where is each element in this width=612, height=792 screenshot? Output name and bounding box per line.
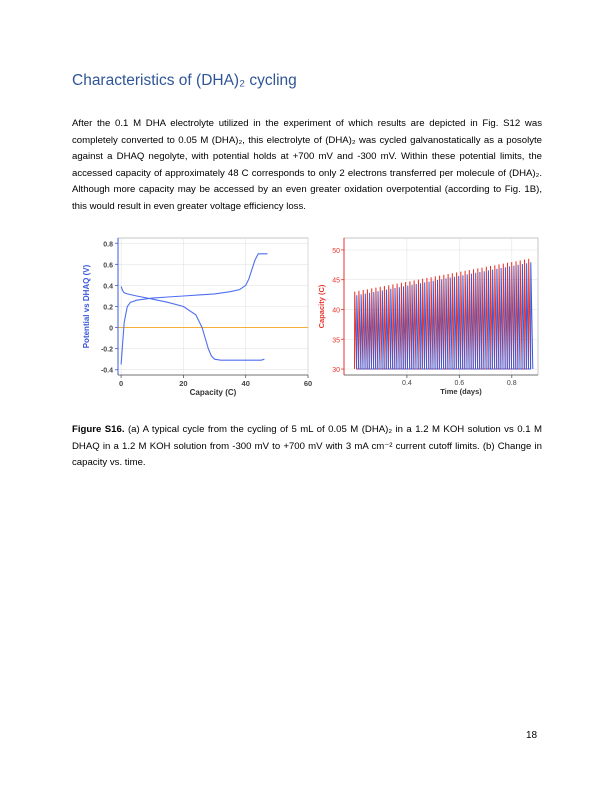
x-tick-label-b: 0.4 [402,380,412,387]
page-number: 18 [526,730,538,741]
y-tick-label-b: 50 [332,247,340,255]
figure-caption [72,422,542,472]
y-axis-label-b: Capacity (C) [317,284,326,329]
x-tick-label-a: 20 [179,379,188,388]
y-tick-label-a: 0.6 [103,262,113,270]
x-tick-label-b: 0.6 [454,380,465,387]
y-tick-label-a: 0.4 [103,283,113,291]
y-axis-label-a: Potential vs DHAQ (V) [82,264,91,349]
section-heading: Characteristics of (DHA)₂ cycling [72,72,297,89]
panel-b-chart [317,238,538,396]
x-tick-label-a: 40 [241,379,250,388]
y-tick-label-a: -0.2 [100,346,113,354]
panel-a-chart [82,238,312,397]
caption-text: (a) A typical cycle from the cycling of 5 mL of 0.05 M (DHA)₂ in a 1.2 M KOH solution vs 0.1 M DHAQ in a 1.2 M KOH solution from -300 mV to +700 mV with 3 mA cm⁻² current cutoff limits. (b) Change in capacity vs. time. [72,424,542,469]
y-tick-label-a: 0 [109,325,113,333]
y-tick-label-b: 30 [332,367,340,375]
x-tick-label-a: 60 [303,379,313,388]
y-tick-label-a: -0.4 [100,367,113,375]
body-paragraph: After the 0.1 M DHA electrolyte utilized in the experiment of which results are depicted in Fig. S12 was completely converted to 0.05 M (DHA)₂, this electrolyte of (DHA)₂ was cycled galvanostatically as a posolyte against a DHAQ negolyte, with potential holds at +700 mV and -300 mV. Within these potential limits, the accessed capacity of approximately 48 C corresponds to only 2 electrons transferred per molecule of (DHA)₂. Although more capacity may be accessed by an even greater oxidation overpotential (according to Fig. 1B), this would result in even greater voltage efficiency loss. [72,118,542,212]
y-tick-label-a: 0.8 [103,241,113,249]
x-tick-label-a: 0 [119,379,124,388]
x-tick-label-b: 0.8 [506,380,517,387]
y-tick-label-b: 35 [332,337,340,345]
caption-label: Figure S16. [72,424,125,435]
x-axis-label-a: Capacity (C) [189,388,237,397]
y-tick-label-a: 0.2 [103,304,113,312]
figure-svg [72,232,544,406]
y-tick-label-b: 45 [332,277,340,285]
y-tick-label-b: 40 [332,307,340,315]
figure-s16 [72,232,544,406]
x-axis-label-b: Time (days) [440,387,482,396]
